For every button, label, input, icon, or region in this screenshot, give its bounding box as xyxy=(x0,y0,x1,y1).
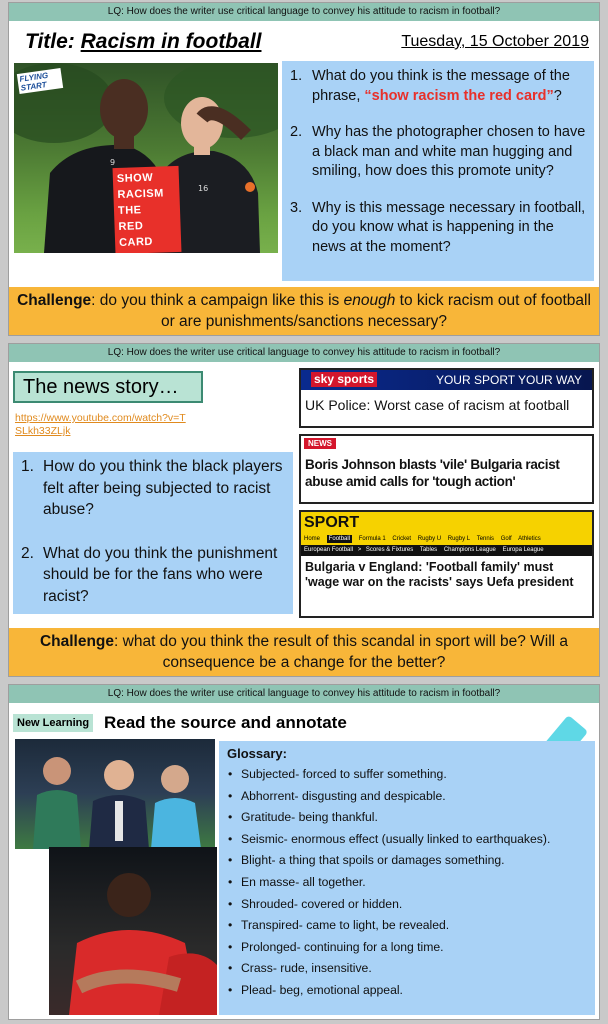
glossary-title: Glossary: xyxy=(227,746,287,761)
sport-heading: SPORT xyxy=(304,514,360,531)
glossary-panel xyxy=(219,741,595,1015)
svg-text:9: 9 xyxy=(110,158,116,167)
glossary-text: Shrouded- covered or hidden. xyxy=(241,896,403,911)
bullet-dot: • xyxy=(228,767,233,781)
glossary-text: Plead- beg, emotional appeal. xyxy=(241,982,403,997)
nav-item[interactable]: Formula 1 xyxy=(358,536,386,542)
glossary-item xyxy=(228,894,589,916)
glossary-text: Seismic- enormous effect (usually linked to earthquakes). xyxy=(241,831,551,846)
date: Tuesday, 15 October 2019 xyxy=(401,33,589,50)
section-heading: Read the source and annotate xyxy=(104,713,347,732)
nav-item[interactable]: Rugby U xyxy=(417,536,442,542)
challenge-box xyxy=(9,628,599,676)
nav-item[interactable]: Golf xyxy=(500,536,512,542)
nav-item-active[interactable]: Football xyxy=(328,536,351,542)
glossary-text: En masse- all together. xyxy=(241,874,366,889)
question-text: Why is this message necessary in football, do you know what is happening in the news at the moment? xyxy=(312,199,586,255)
sport-header xyxy=(301,512,592,556)
sign-line: SHOW xyxy=(116,171,154,186)
title-prefix: Title: xyxy=(25,30,81,53)
subnav-item[interactable]: Tables xyxy=(419,547,438,553)
youtube-link[interactable] xyxy=(15,412,186,438)
bullet-dot: • xyxy=(228,788,233,803)
sky-sports-clipping xyxy=(299,368,594,428)
nav-item[interactable]: Tennis xyxy=(476,536,495,542)
question-number: 2. xyxy=(21,544,34,562)
officials-illustration xyxy=(15,739,215,849)
bullet-dot: • xyxy=(228,831,233,846)
players-hug-illustration xyxy=(49,847,217,1015)
challenge-text: : what do you think the result of this scandal in sport will be? Will a consequence be a change for the better? xyxy=(114,633,569,671)
question-text: What do you think the punishment should be for the fans who were racist? xyxy=(43,544,278,605)
subnav-item[interactable]: Scores & Fixtures xyxy=(365,547,414,553)
red-card-quote: “show racism the red card” xyxy=(364,87,554,104)
subnav-item[interactable]: Champions League xyxy=(443,547,496,553)
question-item xyxy=(290,67,586,106)
challenge-text-end: to kick racism out of football or are punishments/sanctions necessary? xyxy=(160,292,591,330)
news-badge: NEWS xyxy=(304,438,336,449)
challenge-text: : do you think a campaign like this is xyxy=(91,292,344,309)
question-text: What do you think is the message of the phrase, xyxy=(312,68,570,104)
sky-sports-banner xyxy=(301,370,592,390)
bullet-dot: • xyxy=(228,961,233,976)
red-card-sign xyxy=(113,166,182,253)
new-learning-badge: New Learning xyxy=(13,714,93,732)
glossary-text: Blight- a thing that spoils or damages something. xyxy=(241,853,505,868)
sky-logo-word: sky xyxy=(314,372,335,386)
link-line-1: https://www.youtube.com/watch?v=T xyxy=(15,412,186,424)
match-photo-bottom xyxy=(49,847,217,1015)
subnav-item[interactable]: European Football xyxy=(304,547,354,553)
nav-item[interactable]: Cricket xyxy=(392,536,412,542)
match-photo-top xyxy=(15,739,215,849)
sign-line: CARD xyxy=(118,235,154,249)
glossary-item xyxy=(228,807,589,829)
glossary-item xyxy=(228,850,589,872)
glossary-text: Subjected- forced to suffer something. xyxy=(241,767,447,781)
glossary-item xyxy=(228,786,589,808)
bullet-dot: • xyxy=(228,874,233,889)
glossary-text: Crass- rude, insensitive. xyxy=(241,961,372,976)
bullet-dot: • xyxy=(228,918,233,933)
sky-logo xyxy=(311,372,377,387)
bullet-dot: • xyxy=(228,810,233,825)
slide-2 xyxy=(8,343,600,677)
glossary-item xyxy=(228,937,589,959)
questions-panel xyxy=(13,452,293,614)
question-number: 2. xyxy=(290,124,303,140)
news-headline: Boris Johnson blasts 'vile' Bulgaria racist abuse amid calls for 'tough action' xyxy=(305,457,560,489)
news-story-heading: The news story… xyxy=(13,371,203,403)
sign-line: THE xyxy=(117,204,142,218)
question-number: 3. xyxy=(290,199,303,216)
glossary-item xyxy=(228,829,589,851)
sport-subnav xyxy=(301,545,592,556)
glossary-list xyxy=(227,764,589,1002)
question-number: 1. xyxy=(290,68,303,84)
challenge-box xyxy=(9,287,599,335)
subnav-separator: > xyxy=(357,547,362,553)
challenge-label: Challenge xyxy=(17,292,92,309)
bullet-dot: • xyxy=(228,982,233,997)
question-item xyxy=(290,199,586,258)
sign-line: RACISM xyxy=(117,187,165,202)
news-clipping xyxy=(299,434,594,504)
learning-question-bar: LQ: How does the writer use critical language to convey his attitude to racism in football? xyxy=(9,3,599,21)
nav-item[interactable]: Rugby L xyxy=(447,536,471,542)
glossary-item xyxy=(228,980,589,1002)
sport-headline: Bulgaria v England: 'Football family' must 'wage war on the racists' says Uefa president xyxy=(305,560,574,589)
flying-start-logo: FLYING START xyxy=(17,68,63,94)
question-item xyxy=(290,123,586,182)
glossary-item xyxy=(228,915,589,937)
glossary-text: Prolonged- continuing for a long time. xyxy=(241,939,444,954)
sport-nav xyxy=(301,534,592,545)
nav-item[interactable]: Home xyxy=(304,536,321,542)
page-title xyxy=(25,30,261,54)
learning-question-bar: LQ: How does the writer use critical language to convey his attitude to racism in football? xyxy=(9,344,599,362)
learning-question-bar: LQ: How does the writer use critical language to convey his attitude to racism in football? xyxy=(9,685,599,703)
campaign-photo xyxy=(14,63,278,253)
sign-line: RED xyxy=(118,220,144,233)
sky-tagline: YOUR SPORT YOUR WAY xyxy=(435,373,582,387)
question-text-end: ? xyxy=(553,87,562,104)
challenge-label: Challenge xyxy=(39,633,115,650)
question-item xyxy=(21,543,285,608)
subnav-item[interactable]: Europa League xyxy=(502,547,544,553)
bullet-dot: • xyxy=(228,896,233,911)
bullet-dot: • xyxy=(228,853,233,868)
question-item xyxy=(21,456,285,521)
sport-clipping xyxy=(299,510,594,618)
glossary-item xyxy=(228,764,589,786)
question-text: Why has the photographer chosen to have a black man and white man hugging and smiling, how does this promote unity? xyxy=(312,124,586,179)
glossary-item xyxy=(228,872,589,894)
glossary-text: Gratitude- being thankful. xyxy=(241,810,378,825)
glossary-item xyxy=(228,958,589,980)
link-line-2: SLkh33ZLjk xyxy=(15,425,71,437)
glossary-text: Transpired- came to light, be revealed. xyxy=(241,918,450,933)
question-number: 1. xyxy=(21,458,34,475)
sports-logo-word: sports xyxy=(337,372,375,386)
nav-item[interactable]: Athletics xyxy=(518,536,541,542)
sky-headline: UK Police: Worst case of racism at football xyxy=(305,397,570,413)
slide-1 xyxy=(8,2,600,336)
question-text: How do you think the black players felt after being subjected to racist abuse? xyxy=(43,458,283,518)
title-text: Racism in football xyxy=(80,30,262,53)
questions-panel xyxy=(282,61,594,281)
svg-text:16: 16 xyxy=(198,184,209,193)
bullet-dot: • xyxy=(228,939,233,954)
glossary-text: Abhorrent- disgusting and despicable. xyxy=(241,788,446,803)
challenge-emphasis: enough xyxy=(343,292,396,309)
slide-3 xyxy=(8,684,600,1020)
